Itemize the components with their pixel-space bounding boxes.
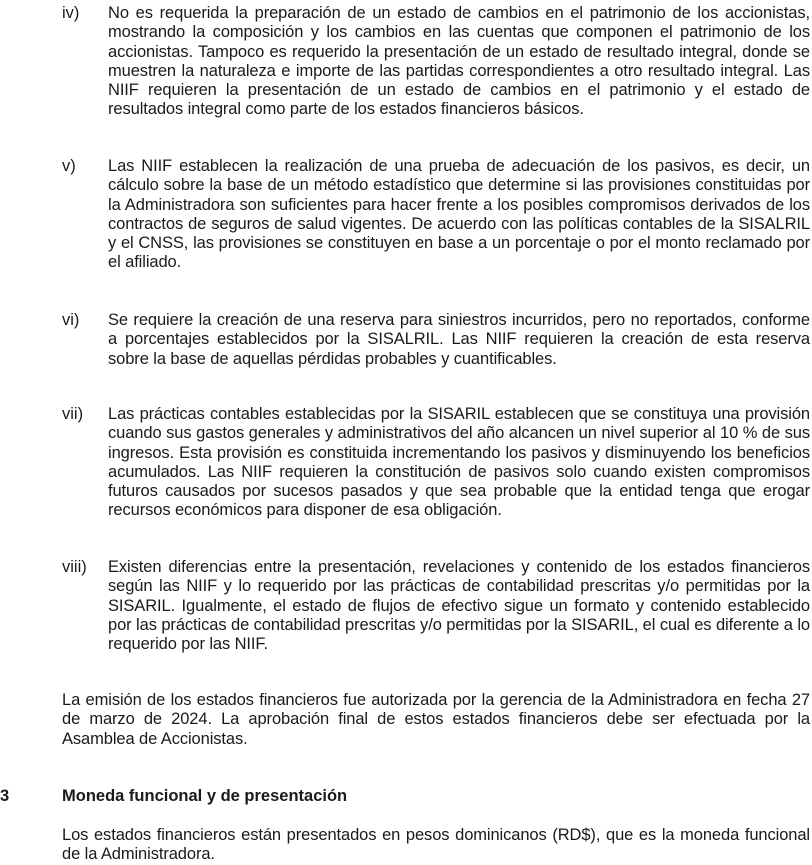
- list-item-number: vii): [62, 405, 84, 423]
- list-item-number: viii): [62, 558, 87, 576]
- list-item-text: Se requiere la creación de una reserva para siniestros incurridos, pero no reportados, conforme a porcentajes establecidos por la SISALRIL. Las NIIF requieren la creación de esta reserva sobre la base de aquellas pérdidas probables y cuantificables.: [108, 311, 810, 368]
- list-item-text: No es requerida la preparación de un estado de cambios en el patrimonio de los accionistas, mostrando la composición y los cambios en las cuentas que componen el patrimonio de los accionistas. Tampoco es requerido la presentación de un estado de resultado integral, donde se muestren la naturaleza e importe de las partidas correspondientes a otro resultado integral. Las NIIF requieren la presentación de un estado de cambios en el patrimonio y el estado de resultados integral como parte de los estados financieros básicos.: [108, 4, 810, 119]
- list-item-viii: [62, 558, 810, 654]
- list-item-text: Existen diferencias entre la presentación, revelaciones y contenido de los estados financieros según las NIIF y lo requerido por las prácticas de contabilidad prescritas y/o permitidas por la SISARIL. Igualmente, el estado de flujos de efectivo sigue un formato y contenido establecido por las prácticas de contabilidad prescritas y/o permitidas por la SISARIL, el cual es diferente a lo requerido por las NIIF.: [108, 558, 810, 654]
- list-item-vii: [62, 405, 810, 521]
- list-item-v: [62, 157, 810, 273]
- list-item-number: v): [62, 157, 76, 175]
- authorization-paragraph: La emisión de los estados financieros fue autorizada por la gerencia de la Administradora en fecha 27 de marzo de 2024. La aprobación final de estos estados financieros debe ser efectuada por la Asamblea de Accionistas.: [62, 691, 810, 748]
- list-item-text: Las prácticas contables establecidas por la SISARIL establecen que se constituya una provisión cuando sus gastos generales y administrativos del año alcancen un nivel superior al 10 % de sus ingresos. Esta provisión es constituida incrementando los pasivos y disminuyendo los beneficios acumulados. Las NIIF requieren la constitución de pasivos solo cuando existen compromisos futuros causados por sucesos pasados y que sea probable que la entidad tenga que erogar recursos económicos para disponer de esa obligación.: [108, 405, 810, 520]
- list-item-number: iv): [62, 4, 80, 22]
- list-item-vi: [62, 311, 810, 369]
- section-body: Los estados financieros están presentados en pesos dominicanos (RD$), que es la moneda funcional de la Administradora.: [62, 826, 810, 864]
- section-title: Moneda funcional y de presentación: [62, 787, 348, 805]
- section-number: 3: [0, 787, 10, 805]
- list-item-text: Las NIIF establecen la realización de una prueba de adecuación de los pasivos, es decir, un cálculo sobre la base de un método estadístico que determine si las provisiones constituidas por la Administradora son suficientes para hacer frente a los posibles compromisos derivados de los contractos de seguros de salud vigentes. De acuerdo con las políticas contables de la SISALRIL y el CNSS, las provisiones se constituyen en base a un porcentaje o por el monto reclamado por el afiliado.: [108, 157, 810, 272]
- list-item-iv: [62, 4, 810, 120]
- list-item-number: vi): [62, 311, 80, 329]
